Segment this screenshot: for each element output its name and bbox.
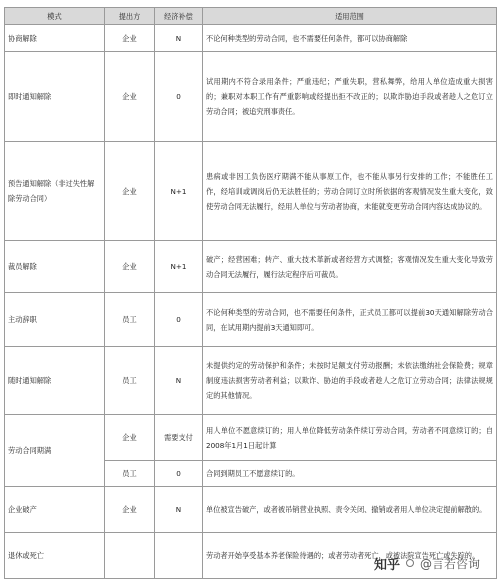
table-row (5, 347, 497, 415)
header-row (5, 8, 497, 25)
scope-cell: 试用期内不符合录用条件；严重违纪；严重失职，营私舞弊，给用人单位造成重大损害的；兼职对本职工作有严重影响或经提出拒不改正的；以欺诈胁迫手段或者趁人之危订立劳动合同；被追究刑事责任。 (203, 52, 497, 142)
mode-cell: 劳动合同期满 (5, 415, 105, 487)
watermark-account: @言若咨询 (419, 556, 480, 571)
table-row (5, 25, 497, 52)
header-party: 提出方 (105, 8, 155, 25)
mode-cell: 裁员解除 (5, 241, 105, 293)
compensation-cell: N (155, 487, 203, 533)
scope-cell: 患病或非因工负伤医疗期满不能从事原工作，也不能从事另行安排的工作；不能胜任工作，经培训或调岗后仍无法胜任的；劳动合同订立时所依据的客观情况发生重大变化，致使劳动合同无法履行，经用人单位与劳动者协商，未能就变更劳动合同内容达成协议的。 (203, 142, 497, 241)
party-cell: 企业 (105, 25, 155, 52)
table-row (5, 241, 497, 293)
mode-cell: 主动辞职 (5, 293, 105, 347)
compensation-cell: N+1 (155, 241, 203, 293)
table-row (5, 52, 497, 142)
party-cell: 员工 (105, 293, 155, 347)
scope-cell: 合同到期员工不愿意续订的。 (203, 461, 497, 487)
scope-cell: 未提供约定的劳动保护和条件；未按时足额支付劳动报酬；未依法缴纳社会保险费；规章制度违法损害劳动者利益；以欺诈、胁迫的手段或者趁人之危订立劳动合同；法律法规规定的其他情况。 (203, 347, 497, 415)
mode-cell: 随时通知解除 (5, 347, 105, 415)
table-row (5, 415, 497, 461)
party-cell: 企业 (105, 142, 155, 241)
compensation-cell: 0 (155, 52, 203, 142)
compensation-cell: 0 (155, 293, 203, 347)
mode-cell: 即时通知解除 (5, 52, 105, 142)
mode-cell: 协商解除 (5, 25, 105, 52)
compensation-cell (155, 533, 203, 579)
table-row (5, 487, 497, 533)
mode-cell: 企业破产 (5, 487, 105, 533)
party-cell: 企业 (105, 487, 155, 533)
compensation-cell: N (155, 25, 203, 52)
scope-cell: 用人单位不愿意续订的；用人单位降低劳动条件续订劳动合同，劳动者不同意续订的；自2008年1月1日起计算 (203, 415, 497, 461)
table-row (5, 142, 497, 241)
compensation-cell: 需要支付 (155, 415, 203, 461)
scope-cell: 破产；经营困难；转产、重大技术革新或者经营方式调整；客观情况发生重大变化导致劳动合同无法履行，履行法定程序后可裁员。 (203, 241, 497, 293)
zhihu-watermark (374, 553, 480, 573)
scope-cell: 劳动者开始享受基本养老保险待遇的；或者劳动者死亡，或被法院宣告死亡或失踪的。 (203, 533, 497, 579)
compensation-cell: N+1 (155, 142, 203, 241)
header-compensation: 经济补偿 (155, 8, 203, 25)
mode-cell: 退休或死亡 (5, 533, 105, 579)
circle-icon (406, 559, 414, 567)
party-cell: 企业 (105, 52, 155, 142)
header-scope: 适用范围 (203, 8, 497, 25)
zhihu-logo: 知乎 (373, 557, 400, 573)
compensation-cell: 0 (155, 461, 203, 487)
scope-cell: 不论何种类型的劳动合同，也不需要任何条件，都可以协商解除 (203, 25, 497, 52)
party-cell (105, 533, 155, 579)
scope-cell: 单位被宣告破产，或者被吊销营业执照、责令关闭、撤销或者用人单位决定提前解散的。 (203, 487, 497, 533)
party-cell: 员工 (105, 347, 155, 415)
party-cell: 企业 (105, 415, 155, 461)
party-cell: 企业 (105, 241, 155, 293)
mode-cell: 预告通知解除（非过失性解除劳动合同） (5, 142, 105, 241)
table-row (5, 293, 497, 347)
labor-contract-termination-table (4, 7, 497, 579)
party-cell: 员工 (105, 461, 155, 487)
header-mode: 模式 (5, 8, 105, 25)
scope-cell: 不论何种类型的劳动合同，也不需要任何条件，正式员工都可以提前30天通知解除劳动合同，在试用期内提前3天通知即可。 (203, 293, 497, 347)
compensation-cell: N (155, 347, 203, 415)
